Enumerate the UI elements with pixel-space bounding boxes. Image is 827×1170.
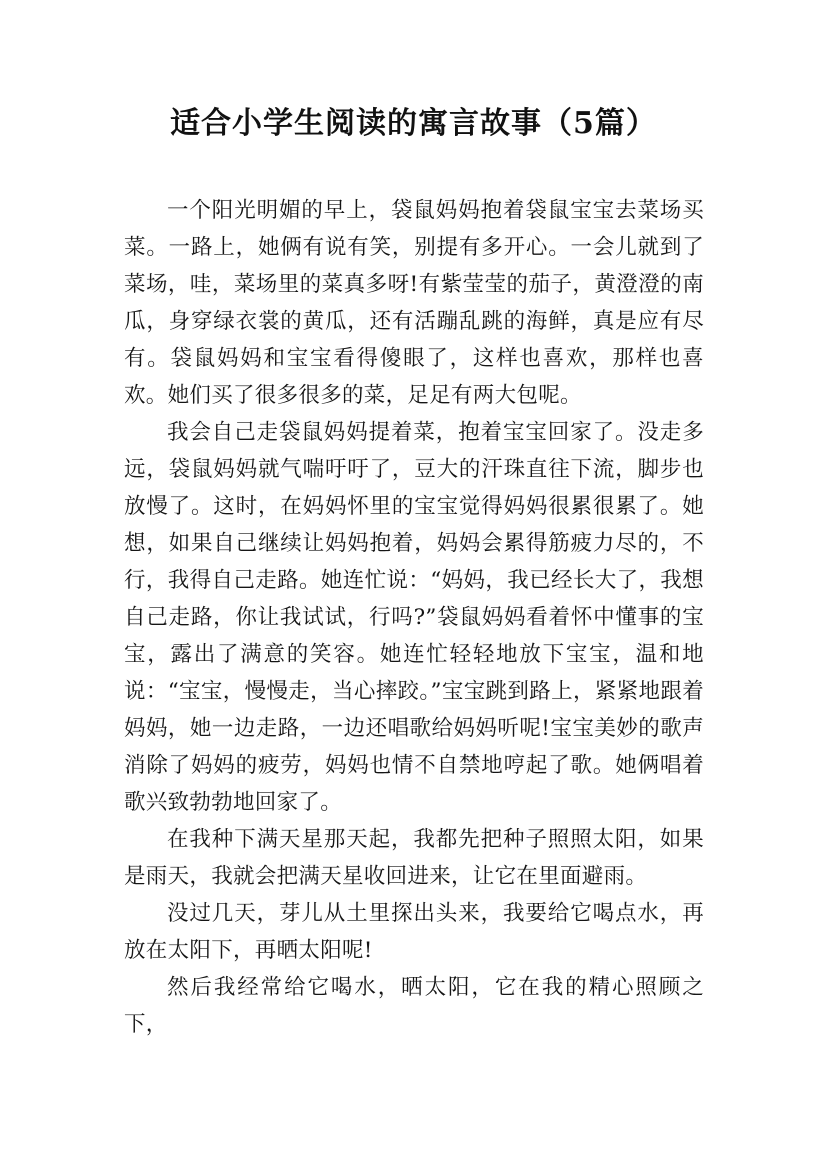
document-body	[124, 192, 704, 1043]
paragraph-2: 我会自己走袋鼠妈妈提着菜，抱着宝宝回家了。没走多远，袋鼠妈妈就气喘吁吁了，豆大的汗珠直往下流，脚步也放慢了。这时，在妈妈怀里的宝宝觉得妈妈很累很累了。她想，如果自己继续让妈妈抱着，妈妈会累得筋疲力尽的，不行，我得自己走路。她连忙说：“妈妈，我已经长大了，我想自己走路，你让我试试，行吗?”袋鼠妈妈看着怀中懂事的宝宝，露出了满意的笑容。她连忙轻轻地放下宝宝，温和地说：“宝宝，慢慢走，当心摔跤。”宝宝跳到路上，紧紧地跟着妈妈，她一边走路，一边还唱歌给妈妈听呢!宝宝美妙的歌声消除了妈妈的疲劳，妈妈也情不自禁地哼起了歌。她俩唱着歌兴致勃勃地回家了。	[124, 420, 704, 815]
paragraph-5: 然后我经常给它喝水，晒太阳，它在我的精心照顾之下，	[124, 975, 704, 1037]
paragraph-4: 没过几天，芽儿从土里探出头来，我要给它喝点水，再放在太阳下，再晒太阳呢!	[124, 901, 704, 963]
document-title: 适合小学生阅读的寓言故事（5篇）	[170, 106, 657, 141]
paragraph-3: 在我种下满天星那天起，我都先把种子照照太阳，如果是雨天，我就会把满天星收回进来，让它在里面避雨。	[124, 827, 704, 889]
paragraph-1: 一个阳光明媚的早上，袋鼠妈妈抱着袋鼠宝宝去菜场买菜。一路上，她俩有说有笑，别提有多开心。一会儿就到了菜场，哇，菜场里的菜真多呀!有紫莹莹的茄子，黄澄澄的南瓜，身穿绿衣裳的黄瓜，还有活蹦乱跳的海鲜，真是应有尽有。袋鼠妈妈和宝宝看得傻眼了，这样也喜欢，那样也喜欢。她们买了很多很多的菜，足足有两大包呢。	[124, 198, 704, 408]
